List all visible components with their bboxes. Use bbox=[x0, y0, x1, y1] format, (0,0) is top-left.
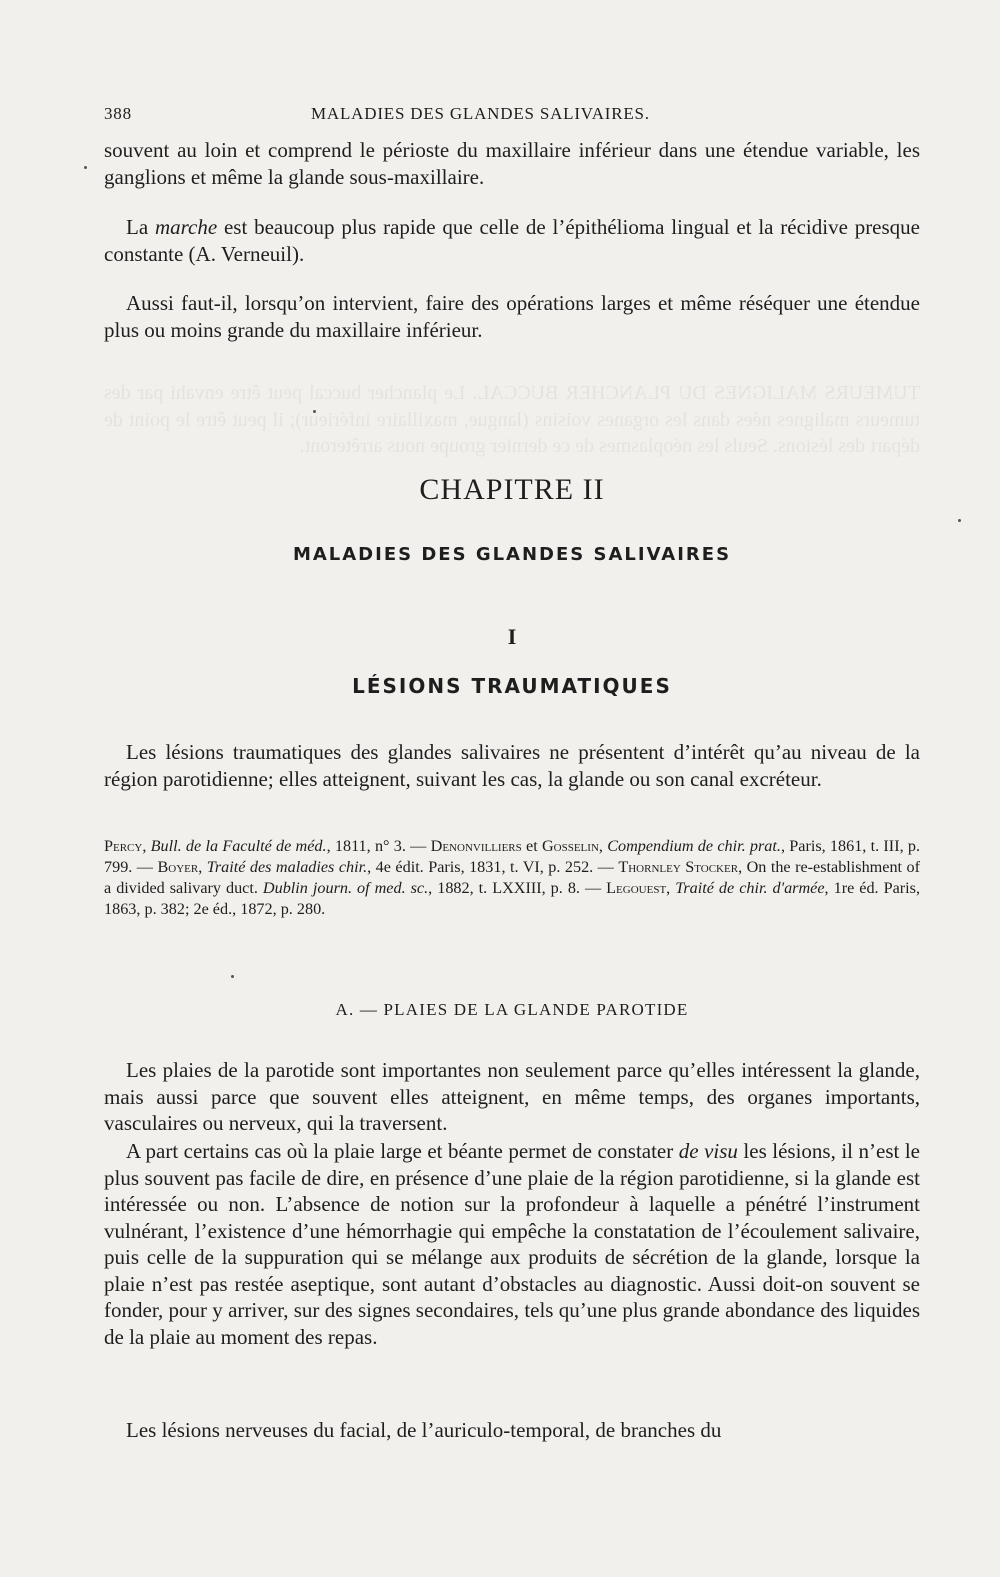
running-header bbox=[104, 104, 920, 130]
paragraph-7: Les lésions nerveuses du facial, de l’auriculo-temporal, de branches du bbox=[126, 1418, 722, 1442]
page-speck bbox=[84, 166, 87, 169]
page-number: 388 bbox=[104, 104, 132, 123]
bibliography-author: Legouest bbox=[606, 879, 667, 897]
paragraph-marche bbox=[104, 214, 920, 267]
bibliography-work-title: Compendium de chir. prat. bbox=[607, 837, 781, 855]
bibliography-author: Denonvilliers bbox=[430, 837, 522, 855]
paragraph-3: Aussi faut-il, lorsqu’on intervient, faire des opérations larges et même réséquer une étendue plus ou moins grande du maxillaire inférieur. bbox=[104, 291, 920, 342]
bibliography bbox=[104, 836, 920, 920]
bibliography-author: Gosselin bbox=[541, 837, 599, 855]
paragraph-a-part bbox=[104, 1138, 920, 1350]
bibliography-author: Thornley Stocker bbox=[618, 858, 739, 876]
paragraph-5: Les plaies de la parotide sont importantes non seulement parce qu’elles intéressent la glande, mais aussi parce que souvent elles atteignent, en même temps, des organes importants, vasculaires ou nerveux, qui la traversent. bbox=[104, 1058, 920, 1135]
paragraph-plaies bbox=[104, 1057, 920, 1137]
subsection-title: A. — PLAIES DE LA GLANDE PAROTIDE bbox=[335, 1000, 689, 1019]
bibliography-work-title: Dublin journ. of med. sc. bbox=[262, 879, 429, 897]
chapter-subtitle: MALADIES DES GLANDES SALIVAIRES bbox=[292, 544, 732, 565]
show-through: TUMEURS MALIGNES DU PLANCHER BUCCAL. Le plancher buccal peut être envahi par des tumeurs malignes nées dans les organes voisins (langue, maxillaire inférieur); il peut être le point de départ des lésions. Seuls les néoplasmes de ce dernier groupe nous arrêteront. bbox=[104, 382, 920, 457]
running-title: MALADIES DES GLANDES SALIVAIRES. bbox=[311, 104, 650, 123]
paragraph-2: La marche est beaucoup plus rapide que celle de l’épithélioma lingual et la récidive presque constante (A. Verneuil). bbox=[104, 215, 920, 266]
paragraph-nerveuses bbox=[104, 1417, 920, 1444]
bibliography-work-title: Traité des maladies chir. bbox=[206, 858, 368, 876]
paragraph-lesions bbox=[104, 739, 920, 792]
chapter-title: CHAPITRE II bbox=[419, 473, 605, 506]
page-speck bbox=[231, 975, 234, 978]
paragraph-4: Les lésions traumatiques des glandes salivaires ne présentent d’intérêt qu’au niveau de la région parotidienne; elles atteignent, suivant les cas, la glande ou son canal excréteur. bbox=[104, 740, 920, 791]
paragraph-aussi bbox=[104, 290, 920, 343]
section-title: LÉSIONS TRAUMATIQUES bbox=[352, 674, 672, 698]
bibliography-work-title: Traité de chir. d'armée bbox=[675, 879, 825, 897]
paragraph-1: souvent au loin et comprend le périoste du maxillaire inférieur dans une étendue variable, les ganglions et même la glande sous-maxillaire. bbox=[104, 138, 920, 189]
paragraph-continuation bbox=[104, 137, 920, 190]
bibliography-author: Percy bbox=[104, 837, 143, 855]
page-speck bbox=[313, 410, 316, 413]
bibliography-work-title: Bull. de la Faculté de méd. bbox=[150, 837, 327, 855]
page-speck bbox=[958, 519, 961, 522]
bibliography-text: Percy, Bull. de la Faculté de méd., 1811, n° 3. — Denonvilliers et Gosselin, Compendium de chir. prat., Paris, 1861, t. III, p. 799. — Boyer, Traité des maladies chir., 4e édit. Paris, 1831, t. VI, p. 252. — Thornley Stocker, On the re-establishment of a divided salivary duct. Dublin journ. of med. sc., 1882, t. LXXIII, p. 8. — Legouest, Traité de chir. d'armée, 1re éd. Paris, 1863, p. 382; 2e éd., 1872, p. 280. bbox=[104, 837, 921, 918]
section-number: I bbox=[507, 624, 517, 649]
bibliography-author: Boyer bbox=[157, 858, 199, 876]
paragraph-6: A part certains cas où la plaie large et béante permet de constater de visu les lésions, il n’est le plus souvent pas facile de dire, en présence d’une plaie de la région parotidienne, si la glande est intéressée ou non. L’absence de notion sur la profondeur à laquelle a pénétré l’instrument vulnérant, l’existence d’une hémorrhagie qui empêche la constatation de l’écoulement salivaire, puis celle de la suppuration qui se mélange aux produits de sécrétion de la glande, lorsque la plaie n’est pas restée aseptique, sont autant d’obstacles au diagnostic. Aussi doit-on souvent se fonder, pour y arriver, sur des signes secondaires, tels qu’une plus grande abondance des liquides de la plaie au moment des repas. bbox=[104, 1139, 920, 1349]
